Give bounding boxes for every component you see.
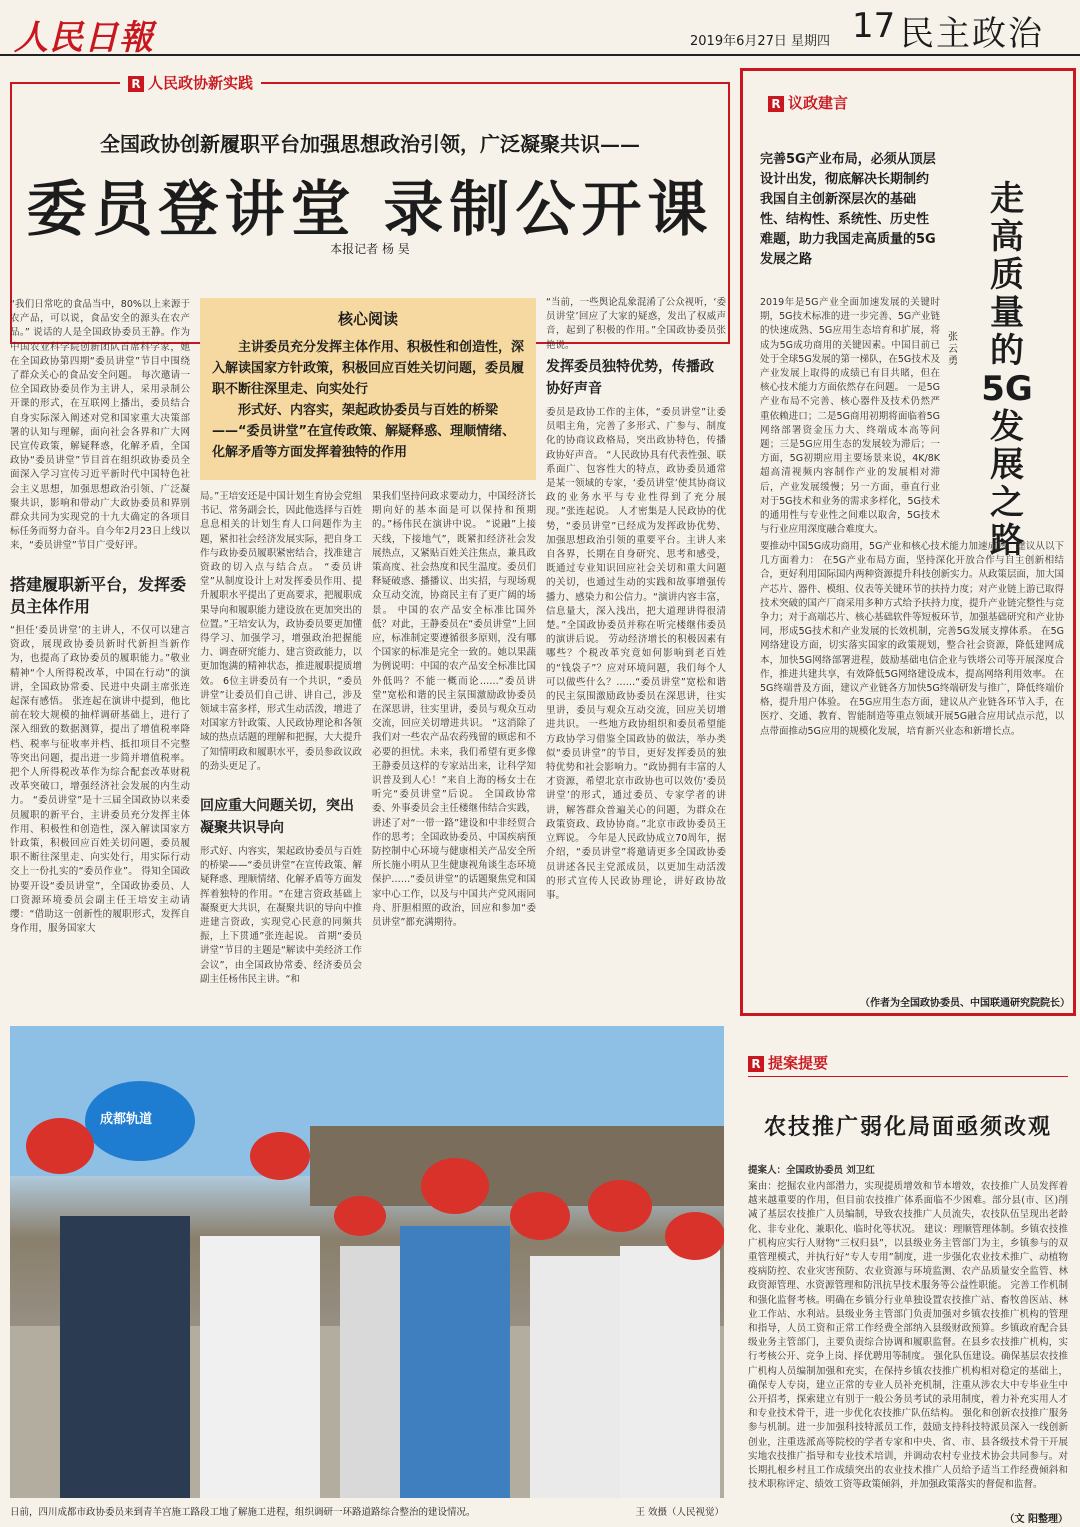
main-article-headline: 委员登讲堂 录制公开课	[26, 175, 714, 245]
article-column-1b: “担任‘委员讲堂’的主讲人，不仅可以建言资政，展现政协委员新时代新担当新作为，也提高了政协委员的履职能力。”敬业精神“个人所得税改革，中国在行动”的演讲，全国政协常委、民进中央副主席张连起深有感悟。 张连起在演讲中提到，他比前在较大规模的抽样调研基础上，进行了深入细致的数据测算，提出了增值税率降档、税率与征收率并档、抵扣项目不完整等突出问题，提出进一步简并增值税率。把个人所得税改革作为综合配套改革财税改革突破口，增强经济社会发展的内生动力。 “委员讲堂”是十三届全国政协以来委员履职的新平台，主讲委员充分发挥主体作用、积极性和创造性，深入解读国家方针政策，积极回应百姓关切问题，委员履职不断往深里走、向实处行，用实际行动交上一份扎实的“委员作业”。 得知全国政协要开设“委员讲堂”，全国政协委员、人口资源环境委员会副主任王培安主动请缨：“借助这一创新性的履职形式，发挥自身作用，服务国家大	[10, 625, 190, 935]
construction-site-illustration	[10, 1026, 724, 1498]
proposal-divider	[748, 1076, 1068, 1077]
opinion-body-part-1: 2019年是5G产业全面加速发展的关键时期，5G技术标准的进一步完善、5G产业链的快速成熟、5G应用生态培育和扩展，将成为5G成功商用的关键因素。中国目前已处于全球5G发展的第一梯队，在5G技术及产业发展上取得的成绩已有目共睹，但在核心技术能力方面依然存在问题。 一是5G产业布局不完善、核心器件及技术仍然严重依赖进口；二是5G商用初期将面临着5G网络部署资金压力大、终端成本高等问题；三是5G应用生态的发展较为滞后；一方面，5G初期应用主要场景来说，4K/8K超高清视频内容制作产业的发展相对滞后，产业发展缓慢；另一方面，垂直行业对于5G技术和业务的需求多样化，5G技术的通用性与专业性之间难以取舍，5G技术与行业应用深度融合难度大。	[760, 297, 940, 536]
photo-credit: 王 效摄（人民视觉）	[635, 1507, 724, 1518]
core-reading-point-2: 形式好、内容实，架起政协委员与百姓的桥梁——“委员讲堂”在宣传政策、解疑释惑、理顺情绪、化解矛盾等方面发挥着独特的作用	[212, 403, 516, 460]
article-column-2b: 形式好、内容实，架起政协委员与百姓的桥梁——“委员讲堂”在宣传政策、解疑释惑、理顺情绪、化解矛盾等方面发挥着独特的作用。“在建言资政基础上凝聚更大共识，在凝聚共识的导向中推进建言资政，实现党心民意的同频共振，上下贯通”张连起说。 首期“委员讲堂”节目的主题是“解读中美经济工作会议”，由全国政协常委、经济委员会副主任杨伟民主讲。“和	[200, 846, 362, 985]
article-column-4b: 委员是政协工作的主体，“委员讲堂”让委员唱主角，完善了多形式、广参与、制度化的协商议政格局，突出政协特色，传播政协好声音。 “人民政协具有代表性强、联系面广、包容性大的特点，政协委员通常是某一领域的专家，‘委员讲堂’使其协商议政的业务水平与专业性得到了充分展现。”张连起说。 人才密集是人民政协的优势，“委员讲堂”已经成为发挥政协优势、加强思想政治引领的重要平台。主讲人来自各界，长期在自身研究、思考和感受，既通过专业知识回应社会关切和重大问题的关切，也通过生动的实践和故事增强传播力、感染力和公信力。“演讲内容丰富，信息量大，深入浅出，把大道理讲得很清楚。”全国政协委员并称在听完楼继伟委员的演讲后说。 劳动经济增长的积极因素有哪些？个税改革究竟如何影响到老百姓的“钱袋子”？应对环境问题，我们每个人可以做些什么？……“委员讲堂”宽松和谐的民主氛围激励政协委员在深思讲，往实里讲，委员与观众互动交流，回应关切增进共识。 一些地方政协组织和委员希望能方政协学习借鉴全国政协的做法，举办类似“委员讲堂”的节目，更好发挥委员的独特优势和社会影响力。“政协拥有丰富的人才资源，希望北京市政协也可以效仿‘委员讲堂’的形式，通过委员、专家学者的讲讲，解答群众普遍关心的问题，为群众在政策资政、政协协商。”北京市政协委员王立辉说。 今年是人民政协成立70周年，据介绍，“委员讲堂”将邀请更多全国政协委员讲述各民主党派成员，以更加生动活泼的形式宣传人民政协理论，讲好政协故事。	[546, 407, 726, 901]
main-article-byline: 本报记者 杨 昊	[330, 242, 410, 256]
section-heading-b: 回应重大问题关切，突出凝聚共识导向	[200, 798, 354, 836]
proposal-kicker: R 提案提要	[748, 1052, 828, 1073]
opinion-author-note: （作者为全国政协委员、中国联通研究院院长）	[860, 998, 1070, 1009]
r-badge-icon: R	[768, 96, 784, 112]
opinion-title: 走高质量的5G发展之路	[981, 179, 1033, 561]
r-badge-icon: R	[748, 1056, 764, 1072]
photo-caption: 日前，四川成都市政协委员来到青羊宫施工路段工地了解施工进程，组织调研一环路道路综合整治的建设情况。 王 效摄（人民视觉）	[10, 1504, 724, 1518]
main-article-subtitle: 全国政协创新履职平台加强思想政治引领，广泛凝聚共识——	[100, 132, 640, 156]
opinion-kicker: R 议政建言	[768, 92, 848, 113]
core-reading-title: 核心阅读	[337, 310, 398, 328]
news-photo	[10, 1026, 724, 1498]
core-reading-box	[200, 298, 536, 480]
issue-date: 2019年6月27日 星期四	[690, 34, 831, 49]
opinion-body-part-2: 要推动中国5G成功商用，5G产业和核心技术能力加速成熟，建议从以下几方面着力： 在5G产业布局方面，坚持深化开放合作与自主创新相结合，更好利用国际国内两种资源提升科技创新实力。从政策层面，加大国产芯片、器件、模组、仪表等关键环节的扶持力度；对产业链上游已取得技术突破的国产厂商采用多种方式给予扶持力度，提升产业链完整性与竞争力；对于高端芯片、核心基础软件等短板环节，加强基础研究和产业协同，形成5G技术和产业发展的长效机制，完善5G发展支撑体系。 在5G网络建设方面，切实落实国家的政策规划，整合社会资源，降低建网成本，加快5G网络部署进程，鼓励基础电信企业与铁塔公司等开展深度合作，推进共建共享，有效降低5G网络建设成本，提高网络利用效率。 在5G终端普及方面，建议产业链各方加快5G终端研发与推广，降低终端价格，提升用户体验。 在5G应用生态方面，建议从产业链各环节入手，在医疗、交通、教育、智能制造等重点领域开展5G融合应用试点示范，以点带面推动5G应用的规模化发展，培育新兴业态和新增长点。	[760, 541, 1064, 737]
section-heading-a: 搭建履职新平台，发挥委员主体作用	[10, 575, 187, 616]
core-reading-point-1: 主讲委员充分发挥主体作用、积极性和创造性，深入解读国家方针政策，积极回应百姓关切问题，委员履职不断往深里走、向实处行	[212, 340, 525, 397]
article-column-4a: “当前，一些舆论乱象混淆了公众视听，‘委员讲堂’回应了大家的疑惑，发出了权威声音，起到了积极的作用。”全国政协委员张艳说。	[546, 297, 726, 351]
opinion-author: 张云勇	[948, 332, 958, 367]
proposal-credit: （文 阳整理）	[1004, 1514, 1068, 1525]
proposal-proposer: 提案人：全国政协委员 刘卫红	[748, 1165, 875, 1176]
article-column-1a: “我们日常吃的食品当中，80%以上来源于农产品，可以说，食品安全的源头在农产品。” 说话的人是全国政协委员王静。作为中国农业科学院创新团队首席科学家，她在全国政协第四期“委员讲堂”节目中围绕了群众关心的食品安全问题。 每次邀请一位全国政协委员作为主讲人，采用录制公开课的形式，在互联网上播出，委员结合自身实际深入阐述对党和国家重大决策部署的认知与理解，面向社会各界和广大网民宣传政策，解疑释惑，化解矛盾，全国政协“委员讲堂”节目首在组织政协委员全面深入学习宣传习近平新时代中国特色社会主义思想，加强思想政治引领、广泛凝聚共识，影响和带动广大政协委员和界别群众共同为实现党的十九大确定的各项目标任务而努力奋斗。自今年2月23日上线以来，“委员讲堂”节目广受好评。	[10, 299, 190, 552]
proposal-title: 农技推广弱化局面亟须改观	[763, 1115, 1052, 1140]
page-number: 17	[852, 6, 896, 46]
section-title: 民主政治	[900, 14, 1044, 54]
opinion-lead: 完善5G产业布局，必须从顶层设计出发，彻底解决长期制约我国自主创新深层次的基础性、结构性、系统性、历史性难题，助力我国走高质量的5G发展之路	[760, 152, 936, 267]
section-heading-c: 发挥委员独特优势，传播政协好声音	[546, 359, 714, 397]
article-column-3: 果我们坚持问政求要动力，中国经济长期向好的基本面是可以保持和预期的。”杨伟民在演讲中说。 “说融”上接天线，下接地气”，既紧扣经济社会发展热点，又紧贴百姓关注焦点，兼具政策高度、社会热度和民生温度。委员们释疑破惑、播播议、出实招，与现场观众互动交流，协商民主有了更广阔的场景。 中国的农产品安全标准比国外低？对此，王静委员在“委员讲堂”上回应，标准制定要遵循很多原则，没有哪个国家的标准是完全一致的。她以果蔬为例说明：中国的农产品安全标准比国外低吗？不能一概而论……“委员讲堂”宽松和谐的民主氛围激励政协委员在深思讲，往实里讲，委员与观众互动交流，回应关切增进共识。 “这消除了我们对一些农产品农药残留的顾虑和不必要的担忧。未来，我们希望有更多像王静委员这样的专家站出来，让科学知识普及到人心！”来自上海的杨女士在听完“委员讲堂”后说。 全国政协常委、外事委员会主任楼继伟结合实践，讲述了对“一带一路”建设和中非经贸合作的思考；全国政协委员、中国疾病预防控制中心环境与健康相关产品安全所所长施小明从卫生健康视角谈生态环境保护……“委员讲堂”的话题聚焦党和国家中心工作，以及与中国共产党风雨同舟、肝胆相照的政治，回应和参加“委员讲堂”都充满期待。	[372, 491, 536, 929]
helmet-label: 成都轨道	[100, 1112, 153, 1127]
article-column-2a: 局。”王培安还是中国计划生育协会党组书记、常务副会长，因此他选择与百姓息息相关的计划生育人口问题作为主题，紧扣社会经济发展实际，把自身工作与政协委员履职紧密结合，找准建言资政的切入点与结合点。 “委员讲堂”从制度设计上对发挥委员作用、提升履职水平提出了更高要求，把履职成果导向和履职能力建设放在更加突出的位置。”王培安认为，政协委员要更加懂得学习、加强学习，增强政治把握能力、调查研究能力、建言资政能力，以更加饱满的精神状态，推进履职提质增效。 6位主讲委员有一个共识，“委员讲堂”让委员们自己讲、讲自己，涉及领域丰富多样，形式生动活泼，增进了对国家方针政策、人民政协理论和各领域的热点话题的理解和把握，大大提升了知情明政和履职水平，委员参政议政的劲头更足了。	[200, 491, 362, 772]
main-article-kicker: R 人民政协新实践	[120, 72, 261, 93]
newspaper-logo: 人民日報	[14, 18, 154, 58]
proposal-body: 案由：挖掘农业内部潜力，实现提质增效和节本增效，农技推广人员发挥着越来越重要的作用，但目前农技推广体系面临不少困难。部分县(市、区)削减了基层农技推广人员编制，导致农技推广人员流失，农技队伍呈现出老龄化、非专业化、兼职化、临时化等状况。 建议：理顺管理体制。乡镇农技推广机构应实行人财物“三权归县”，以县级业务主管部门为主，乡镇参与的双重管理模式，并执行好“专人专用”制度，进一步强化农业技术推广、动植物疫病防控、农业灾害预防、农业资源与环境监测、农产品质量安全监管、林政资源管理、水资源管理和防汛抗旱技术服务等公益性职能。 完善工作机制和强化监督考核。明确在乡镇分行业单独设置农技推广站、畜牧兽医站、林业工作站、水利站。县级业务主管部门负责加强对乡镇农技推广机构的管理和指导，人员工资和正常工作经费全部纳入县级财政预算。乡镇政府配合县级业务主管部门，主要负责综合协调和履职监督。在县乡农技推广机构，实行考核公开、竞争上岗、择优聘用等制度。 强化队伍建设。确保基层农技推广机构人员编制加强和充实，在保持乡镇农技推广机构相对稳定的基础上，确保专人专岗，建立正常的专业人员补充机制，注重从涉农大中专毕业生中公开招考，探索建立有别于一般公务员考试的录用制度，着力补充实用人才和专业技术骨干，进一步优化农技推广队伍结构。 强化和创新农技推广服务参与机制。进一步加强科技特派员工作，鼓励支持科技特派员深入一线创新创业，注重选派高等院校的学者专家和中央、省、市、县各级技术骨干开展实地农技推广指导和专业技术培训，并调动农村专业技术协会共同参与。对长期扎根乡村且工作成绩突出的农业技术推广人员给予适当工作经费倾斜和技术职称评定、绩效工资等政策倾斜，并加强政策落实的督促和监督。	[748, 1181, 1068, 1491]
r-badge-icon: R	[128, 76, 144, 92]
